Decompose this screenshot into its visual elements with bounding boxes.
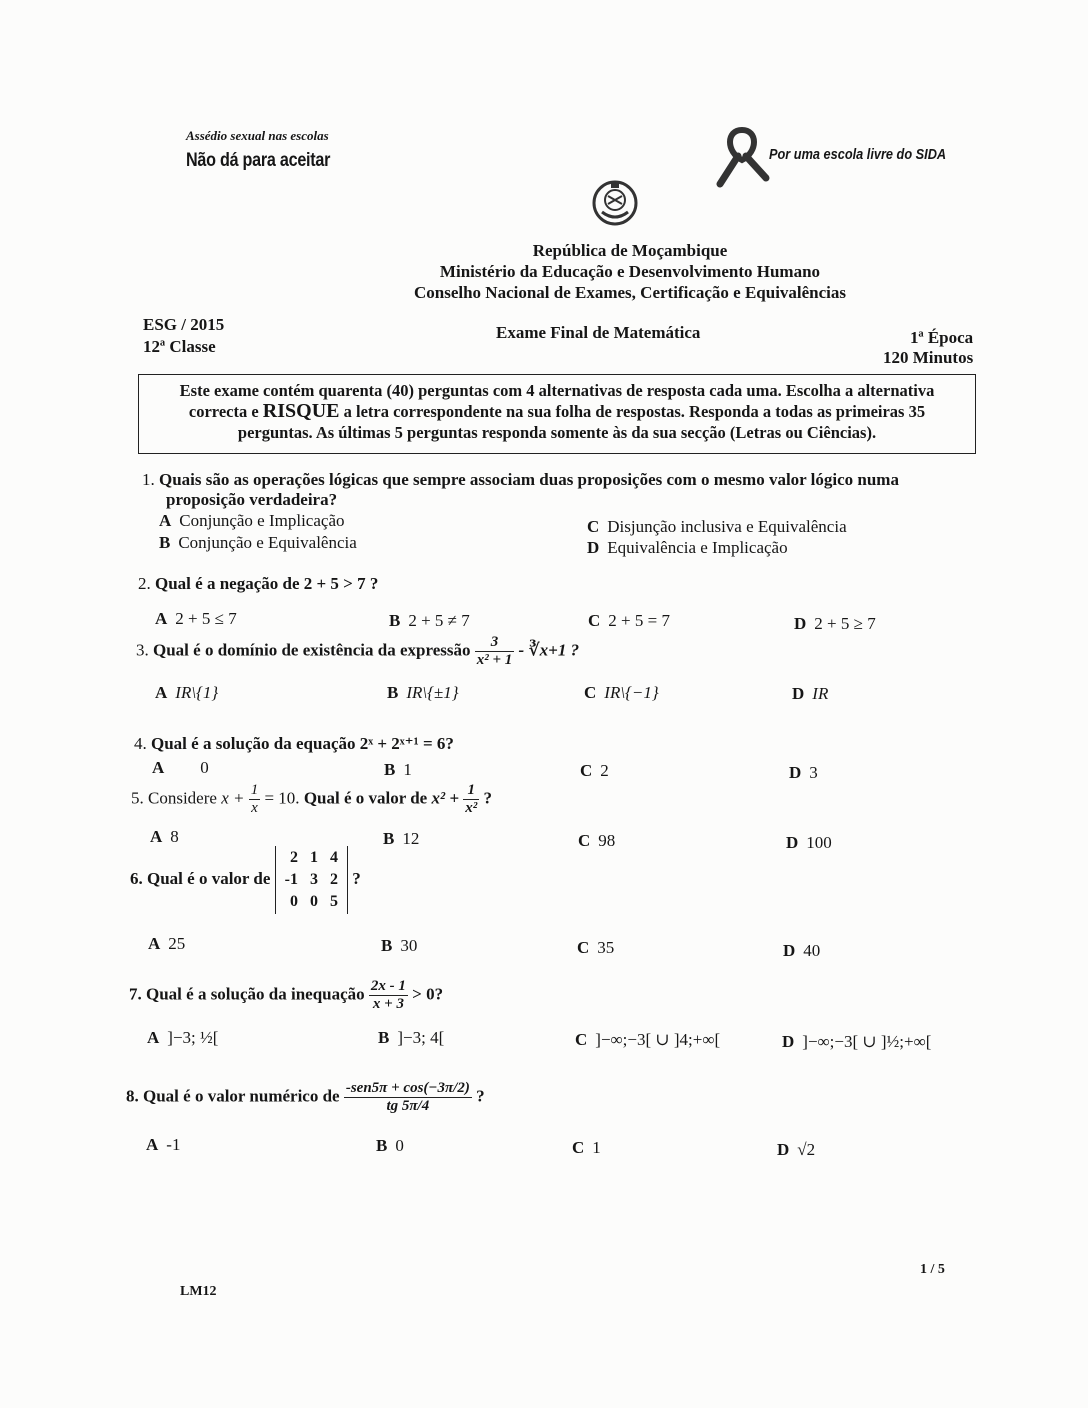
question-2-expression: 2 + 5 > 7 ?	[303, 574, 379, 593]
exam-duration: 120 Minutos	[883, 348, 974, 367]
q2-option-a[interactable]: A 2 + 5 ≤ 7	[155, 609, 237, 628]
q4-option-c[interactable]: C 2	[580, 761, 609, 780]
q1-option-a[interactable]: A Conjunção e Implicação	[159, 511, 345, 530]
awareness-ribbon-icon	[712, 126, 772, 188]
institution-republic: República de Moçambique	[532, 241, 728, 260]
q2-option-c[interactable]: C 2 + 5 = 7	[588, 611, 670, 630]
matrix-row: -1 3 2	[284, 871, 338, 888]
question-8: 8. Qual é o valor numérico de $\frac{\text{-sen5π + cos(−3π/2)}}{tg 5\pi/4}$ ?	[126, 1080, 485, 1114]
page-number: 1 / 5	[920, 1262, 945, 1277]
question-4: 4. Qual é a solução da equação 2ˣ + 2ˣ⁺¹ = 6?	[134, 734, 454, 753]
q4-option-d[interactable]: D 3	[789, 763, 818, 782]
q6-option-a[interactable]: A 25	[148, 934, 186, 953]
q4-option-a[interactable]: A 0	[152, 758, 209, 777]
exam-title: Exame Final de Matemática	[496, 323, 701, 342]
q3-option-d[interactable]: D IR	[792, 684, 829, 703]
question-7: 7. Qual é a solução da inequação $\frac{2x - 1}{x + 3}$ > 0?	[129, 978, 444, 1012]
campaign-script-text: Assédio sexual nas escolas	[186, 128, 329, 143]
matrix-row: 0 0 5	[290, 893, 338, 910]
q8-option-a[interactable]: A -1	[146, 1135, 181, 1154]
institution-ministry: Ministério da Educação e Desenvolvimento Humano	[439, 262, 821, 281]
q5-option-d[interactable]: D 100	[786, 833, 832, 852]
national-emblem-icon	[590, 178, 640, 228]
instructions-text-1: Este exame contém quarenta (40) perguntas com 4 alternativas de resposta cada uma. Escolha a alternativa correcta e	[179, 381, 935, 421]
q2-option-b[interactable]: B 2 + 5 ≠ 7	[389, 611, 470, 630]
q7-option-c[interactable]: C ]−∞;−3[ ∪ ]4;+∞[	[575, 1030, 721, 1049]
campaign-slogan-left: Não dá para aceitar	[186, 150, 331, 171]
determinant-matrix	[275, 846, 348, 914]
q7-option-d[interactable]: D ]−∞;−3[ ∪ ]½;+∞[	[782, 1032, 932, 1051]
question-4-expression: 2ˣ + 2ˣ⁺¹ = 6?	[359, 734, 454, 753]
instructions-emphasis: RISQUE	[262, 400, 340, 422]
q3-option-b[interactable]: B IR\{±1}	[387, 683, 459, 702]
q6-option-d[interactable]: D 40	[783, 941, 821, 960]
q1-option-c[interactable]: C Disjunção inclusiva e Equivalência	[587, 517, 847, 536]
q5-option-c[interactable]: C 98	[578, 831, 616, 850]
q3-option-c[interactable]: C IR\{−1}	[584, 683, 659, 702]
q8-option-d[interactable]: D √2	[777, 1140, 816, 1159]
q2-option-d[interactable]: D 2 + 5 ≥ 7	[794, 614, 876, 633]
question-2: 2. Qual é a negação de 2 + 5 > 7 ?	[138, 574, 379, 593]
q8-option-b[interactable]: B 0	[376, 1136, 404, 1155]
q3-option-a[interactable]: A IR\{1}	[155, 683, 219, 702]
question-text: Quais são as operações lógicas que sempre associam duas proposições com o mesmo valor lógico numa	[159, 470, 899, 489]
q1-option-d[interactable]: D Equivalência e Implicação	[587, 538, 788, 557]
q6-option-b[interactable]: B 30	[381, 936, 418, 955]
question-3: 3. Qual é o domínio de existência da expressão $\frac{3}{\text{x² + 1}}$ - ∛x+1 ?	[136, 634, 580, 668]
instructions-box	[138, 374, 976, 454]
q5-option-a[interactable]: A 8	[150, 827, 179, 846]
exam-season: 1ª Época	[910, 328, 974, 347]
footer-code: LM12	[180, 1284, 217, 1299]
exam-code: ESG / 2015	[143, 315, 225, 334]
q7-option-a[interactable]: A ]−3; ½[	[147, 1028, 219, 1047]
q1-option-b[interactable]: B Conjunção e Equivalência	[159, 533, 357, 552]
question-5: 5. Considere x + $\frac{1}{x}$ = 10. Qual é o valor de x² + $\frac{1}{\text{x²}}$ ?	[131, 782, 493, 816]
q8-option-c[interactable]: C 1	[572, 1138, 601, 1157]
q7-option-b[interactable]: B ]−3; 4[	[378, 1028, 445, 1047]
campaign-slogan-right: Por uma escola livre do SIDA	[769, 146, 947, 163]
grade-label: 12ª Classe	[143, 337, 216, 356]
q6-option-c[interactable]: C 35	[577, 938, 615, 957]
question-1-text-cont: proposição verdadeira?	[166, 490, 338, 509]
question-3-fraction: $\frac{3}{\text{x² + 1}}$	[476, 634, 513, 668]
q4-option-b[interactable]: B 1	[384, 760, 412, 779]
question-1	[142, 470, 899, 490]
question-6: 6. Qual é o valor de 2 1 4 -1 3 2 0 0 5 ?	[130, 846, 361, 914]
institution-council: Conselho Nacional de Exames, Certificação e Equivalências	[413, 283, 847, 302]
question-number: 1.	[142, 470, 155, 489]
instructions-text-2: a letra correspondente na sua folha de respostas. Responda a todas as primeiras 35 perguntas. As últimas 5 perguntas responda somente às da sua secção (Letras ou Ciências).	[237, 402, 926, 442]
q5-option-b[interactable]: B 12	[383, 829, 420, 848]
matrix-row: 2 1 4	[290, 849, 338, 866]
